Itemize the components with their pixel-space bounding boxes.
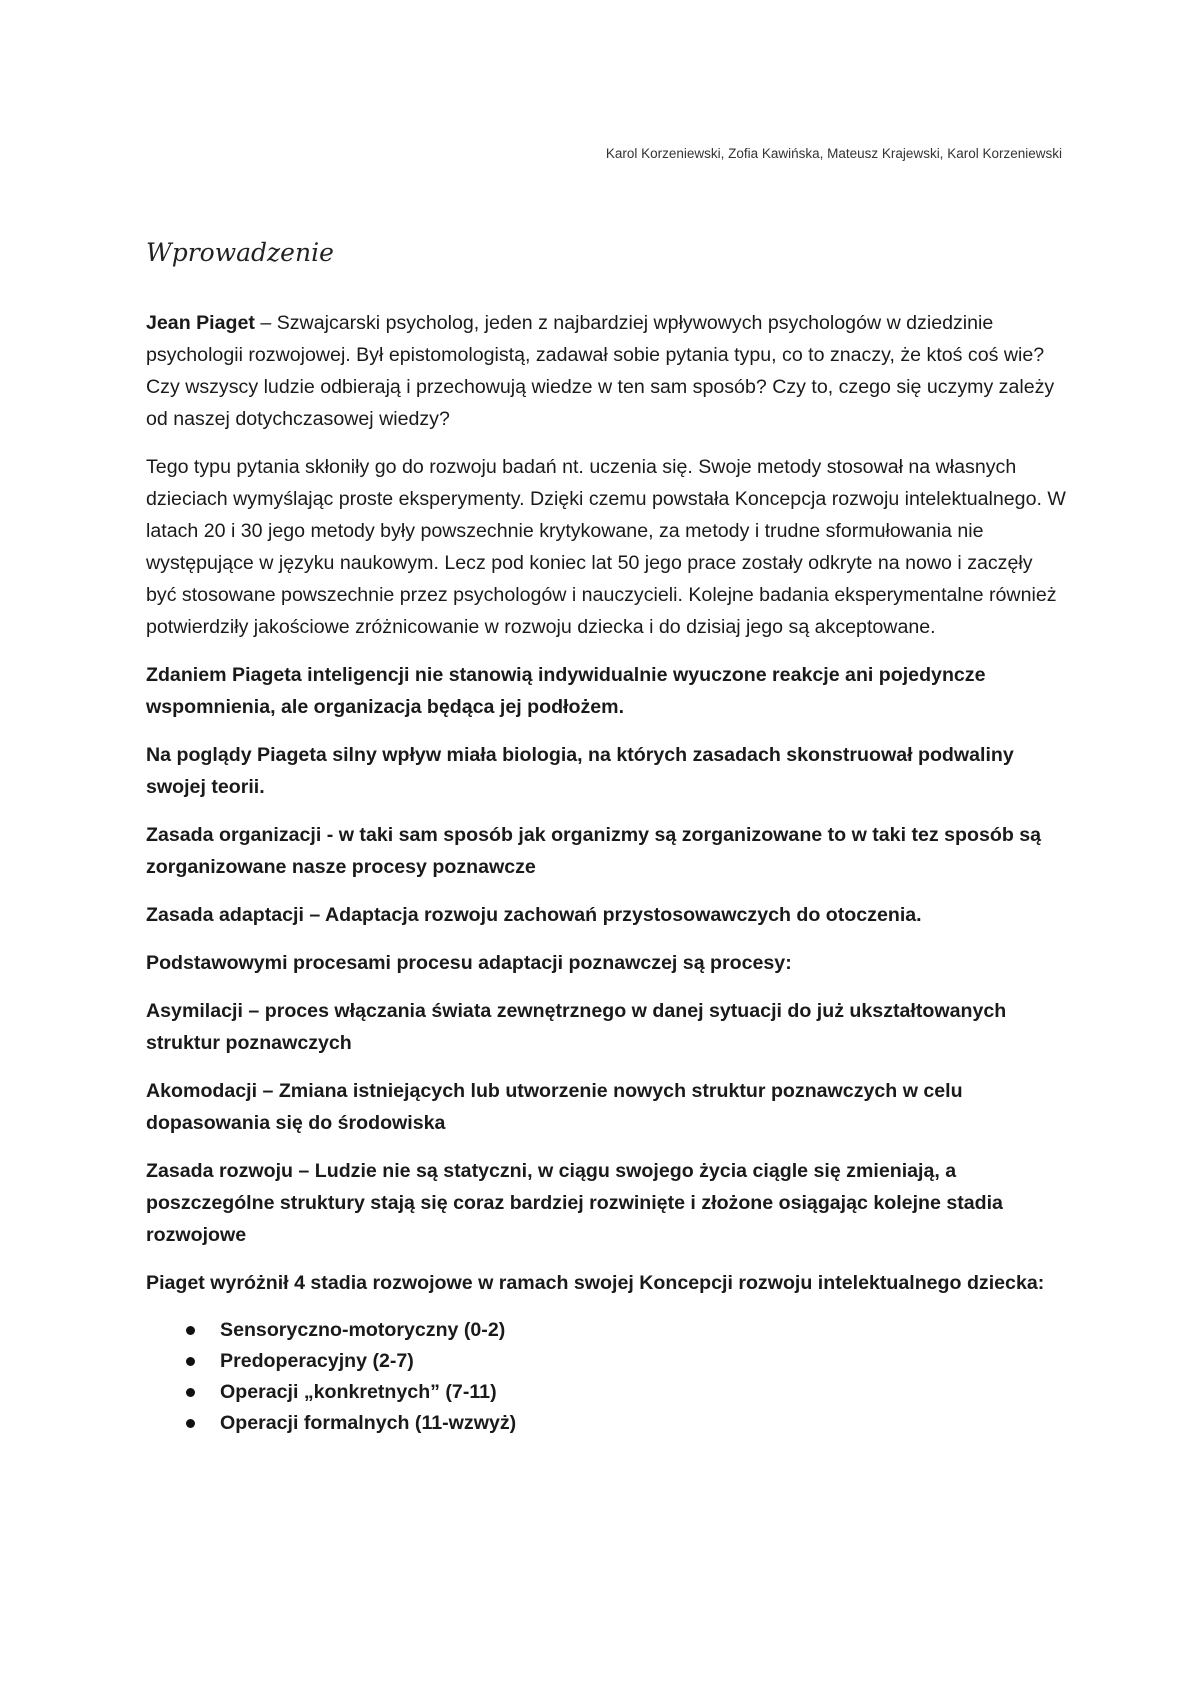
paragraph-accommodation: Akomodacji – Zmiana istniejących lub utworzenie nowych struktur poznawczych w celu dopasowania się do środowiska bbox=[146, 1080, 963, 1134]
paragraph-development-principle: Zasada rozwoju – Ludzie nie są statyczni, w ciągu swojego życia ciągle się zmieniają, a poszczególne struktury stają się coraz bardziej rozwinięte i złożone osiągając kolejne stadia rozwojowe bbox=[146, 1160, 1003, 1246]
bullet-icon bbox=[186, 1357, 195, 1366]
document-body bbox=[146, 238, 1066, 1439]
paragraph-intelligence: Zdaniem Piageta inteligencji nie stanowią indywidualnie wyuczone reakcje ani pojedyncze wspomnienia, ale organizacja będąca jej podłożem. bbox=[146, 664, 986, 718]
paragraph-stages-intro: Piaget wyróżnił 4 stadia rozwojowe w ramach swojej Koncepcji rozwoju intelektualnego dziecka: bbox=[146, 1272, 1045, 1294]
paragraph-assimilation: Asymilacji – proces włączania świata zewnętrznego w danej sytuacji do już ukształtowanych struktur poznawczych bbox=[146, 1000, 1007, 1054]
stage-label: Sensoryczno-motoryczny (0-2) bbox=[220, 1319, 506, 1341]
list-item bbox=[186, 1315, 1066, 1346]
bullet-icon bbox=[186, 1388, 195, 1397]
paragraph-organization-principle: Zasada organizacji - w taki sam sposób jak organizmy są zorganizowane to w taki tez sposób są zorganizowane nasze procesy poznawcze bbox=[146, 824, 1042, 878]
intro-paragraph bbox=[146, 307, 1066, 435]
paragraph-history: Tego typu pytania skłoniły go do rozwoju badań nt. uczenia się. Swoje metody stosował na własnych dzieciach wymyślając proste eksperymenty. Dzięki czemu powstała Koncepcja rozwoju intelektualnego. W latach 20 i 30 jego metody były powszechnie krytykowane, za metody i trudne sformułowania nie występujące w języku naukowym. Lecz pod koniec lat 50 jego prace zostały odkryte na nowo i zaczęły być stosowane powszechnie przez psychologów i nauczycieli. Kolejne badania eksperymentalne również potwierdziły jakościowe zróżnicowanie w rozwoju dziecka i do dzisiaj jego są akceptowane. bbox=[146, 456, 1066, 638]
stages-list bbox=[146, 1315, 1066, 1439]
bullet-icon bbox=[186, 1419, 195, 1428]
bullet-icon bbox=[186, 1326, 195, 1335]
intro-text: – Szwajcarski psycholog, jeden z najbardziej wpływowych psychologów w dziedzinie psychologii rozwojowej. Był epistomologistą, zadawał sobie pytania typu, co to znaczy, że ktoś coś wie? Czy wszyscy ludzie odbierają i przechowują wiedze w ten sam sposób? Czy to, czego się uczymy zależy od naszej dotychczasowej wiedzy? bbox=[146, 312, 1055, 430]
paragraph-adaptation-processes: Podstawowymi procesami procesu adaptacji poznawczej są procesy: bbox=[146, 952, 792, 974]
paragraph-adaptation-principle: Zasada adaptacji – Adaptacja rozwoju zachowań przystosowawczych do otoczenia. bbox=[146, 904, 922, 926]
header-authors: Karol Korzeniewski, Zofia Kawińska, Mateusz Krajewski, Karol Korzeniewski bbox=[605, 146, 1062, 161]
list-item bbox=[186, 1377, 1066, 1408]
stage-label: Operacji „konkretnych” (7-11) bbox=[220, 1381, 497, 1403]
intro-lead: Jean Piaget bbox=[146, 312, 255, 334]
stage-label: Predoperacyjny (2-7) bbox=[220, 1350, 414, 1372]
list-item bbox=[186, 1408, 1066, 1439]
paragraph-biology: Na poglądy Piageta silny wpływ miała biologia, na których zasadach skonstruował podwaliny swojej teorii. bbox=[146, 744, 1014, 798]
stage-label: Operacji formalnych (11-wzwyż) bbox=[220, 1412, 517, 1434]
list-item bbox=[186, 1346, 1066, 1377]
document-title: Wprowadzenie bbox=[146, 238, 334, 267]
